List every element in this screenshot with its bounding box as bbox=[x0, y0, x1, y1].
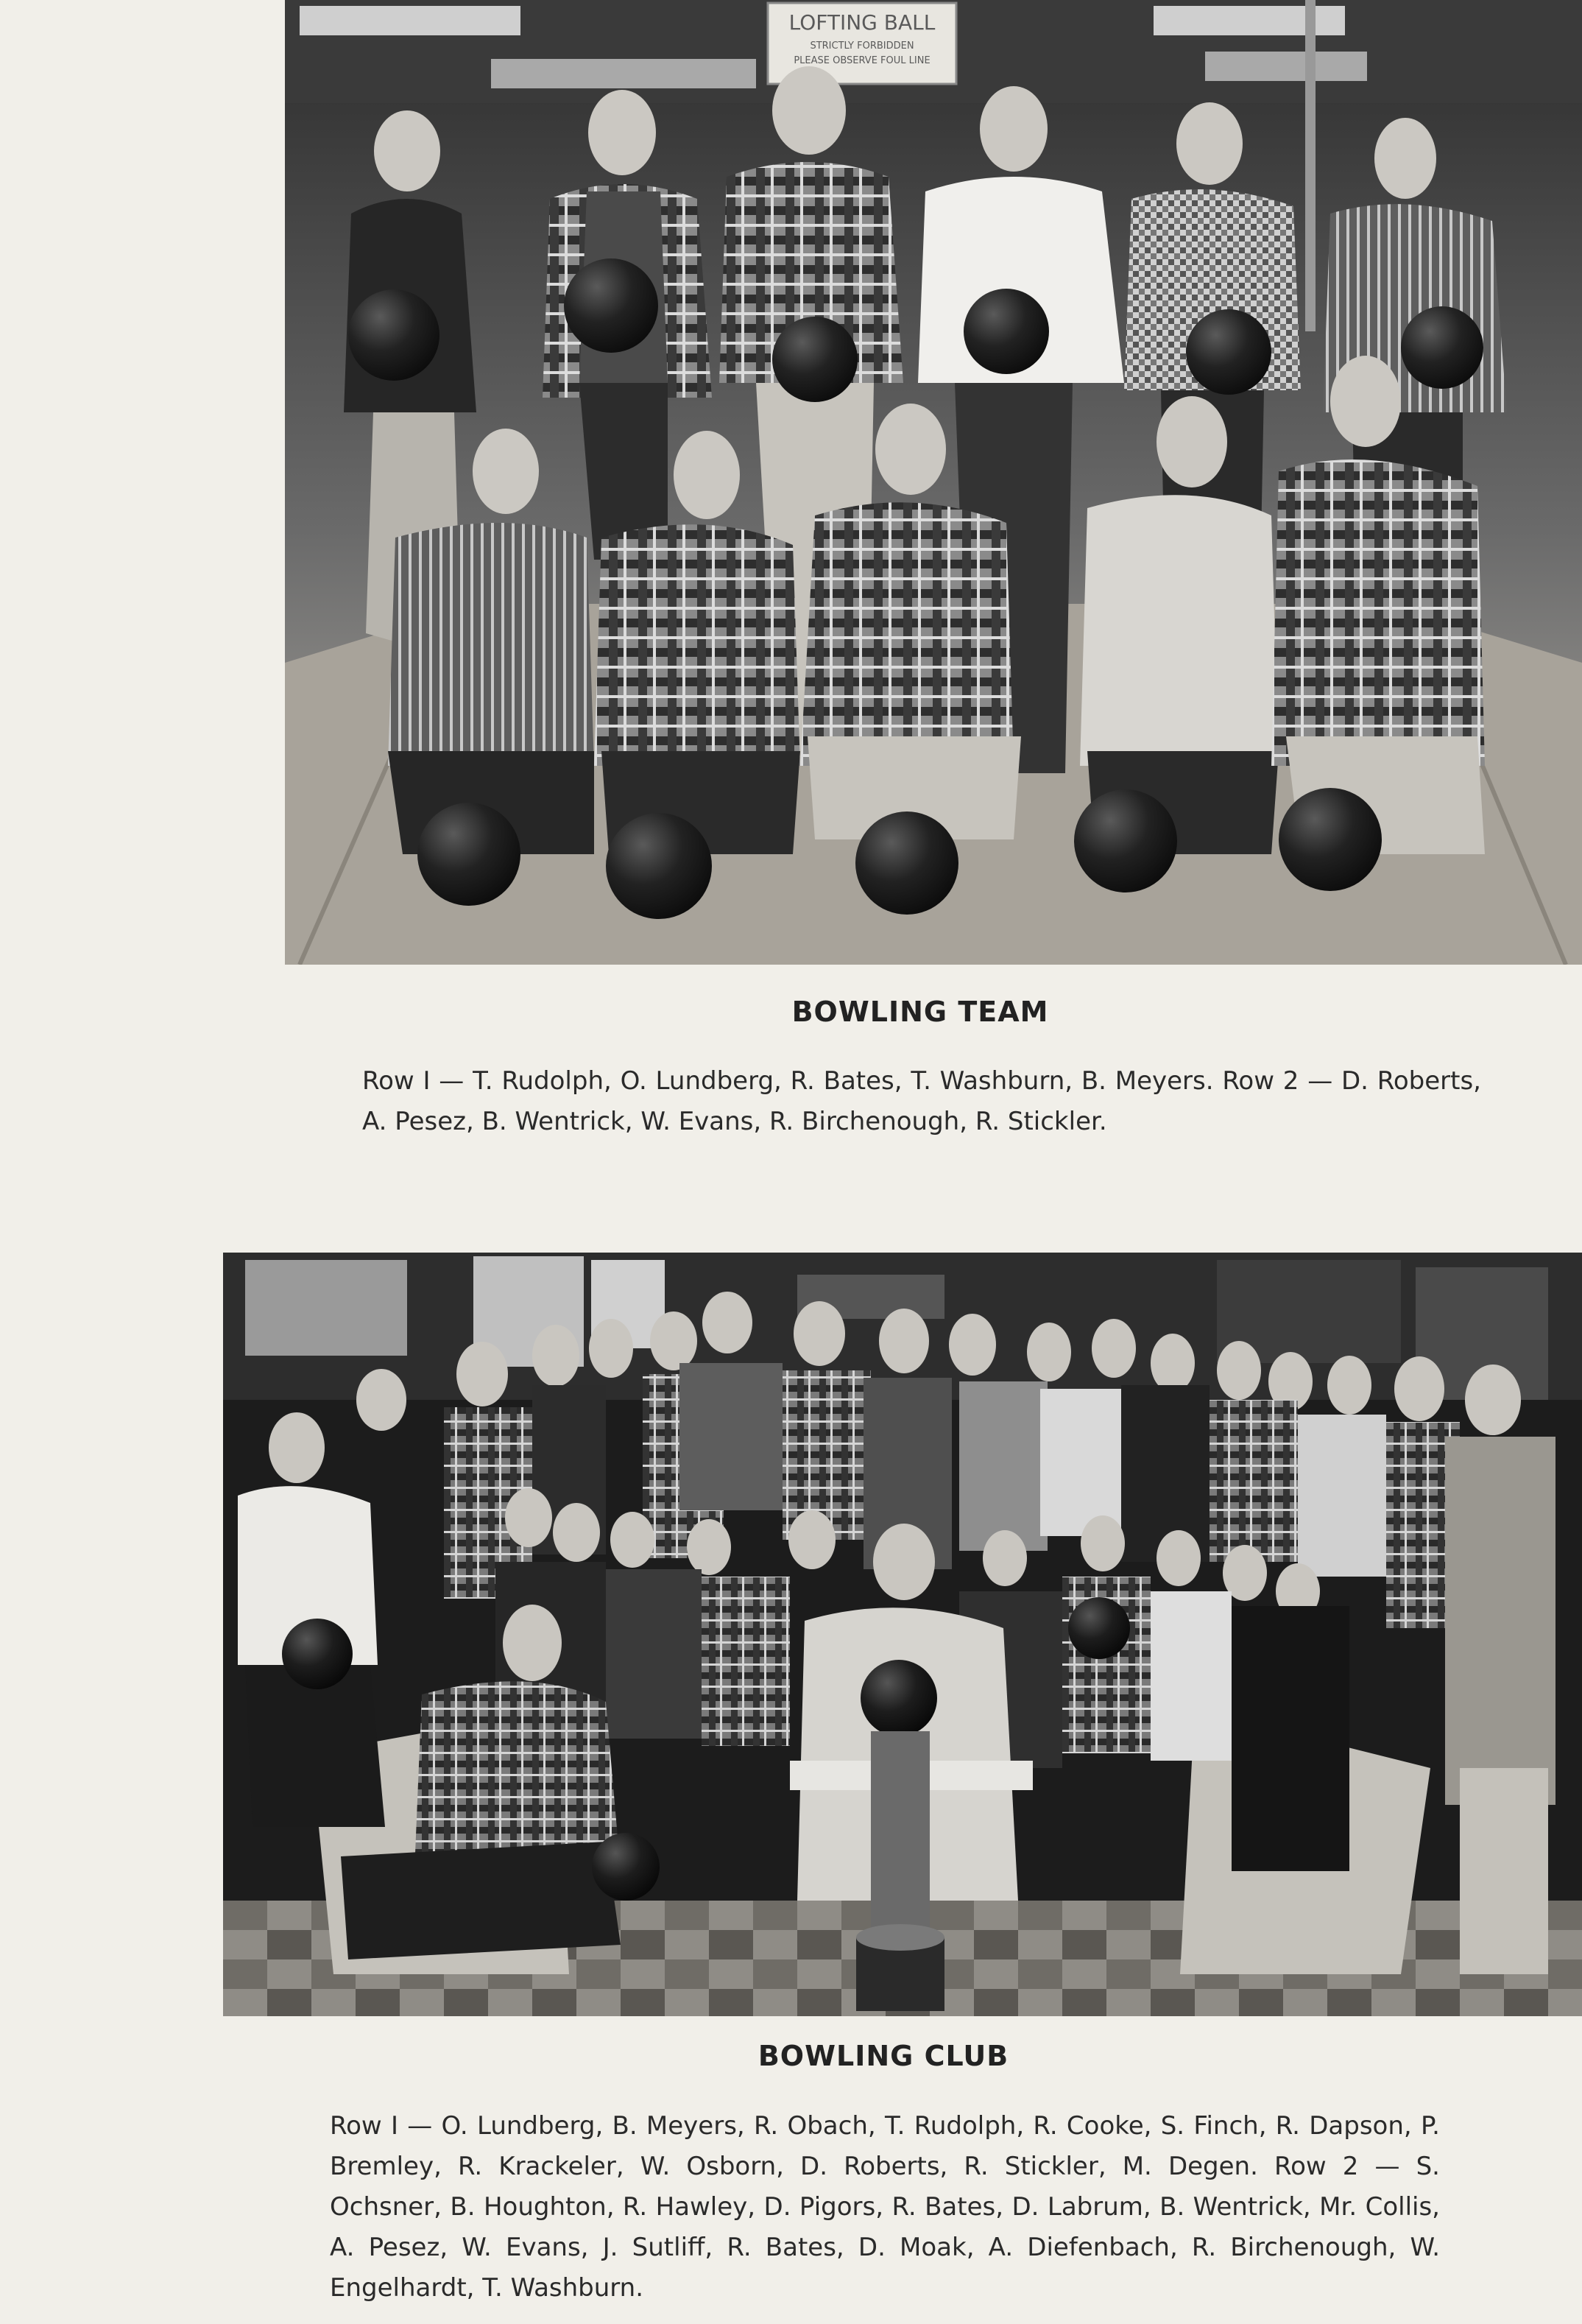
bowling-club-roster: Row I — O. Lundberg, B. Meyers, R. Obach, T. Rudolph, R. Cooke, S. Finch, R. Dapson, P. Bremley, R. Krackeler, W. Osborn, D. Roberts, R. Stickler, M. Degen. Row 2 — S. Ochsner, B. Houghton, R. Hawley, D. Pigors, R. Bates, D. Labrum, B. Wentrick, Mr. Collis, A. Pesez, W. Evans, J. Sutliff, R. Bates, D. Moak, A. Diefenbach, R. Birchenough, W. Engelhardt, T. Washburn. bbox=[330, 2111, 1440, 2303]
bowling-team-roster: Row I — T. Rudolph, O. Lundberg, R. Bates, T. Washburn, B. Meyers. Row 2 — D. Roberts, A. Pesez, B. Wentrick, W. Evans, R. Birchenough, R. Stickler. bbox=[362, 1066, 1481, 1136]
bowling-club-photo-graphic bbox=[223, 1253, 1582, 2016]
bowling-team-title: BOWLING TEAM bbox=[791, 996, 1049, 1028]
bowling-club-photo bbox=[223, 1253, 1582, 2016]
sign-line3: PLEASE OBSERVE FOUL LINE bbox=[794, 55, 931, 66]
bowling-team-photo-graphic bbox=[285, 0, 1582, 965]
bowling-team-photo bbox=[285, 0, 1582, 965]
sign-line1: LOFTING BALL bbox=[788, 10, 936, 35]
sign-line2: STRICTLY FORBIDDEN bbox=[810, 41, 914, 52]
bowling-club-title: BOWLING CLUB bbox=[758, 2040, 1009, 2072]
